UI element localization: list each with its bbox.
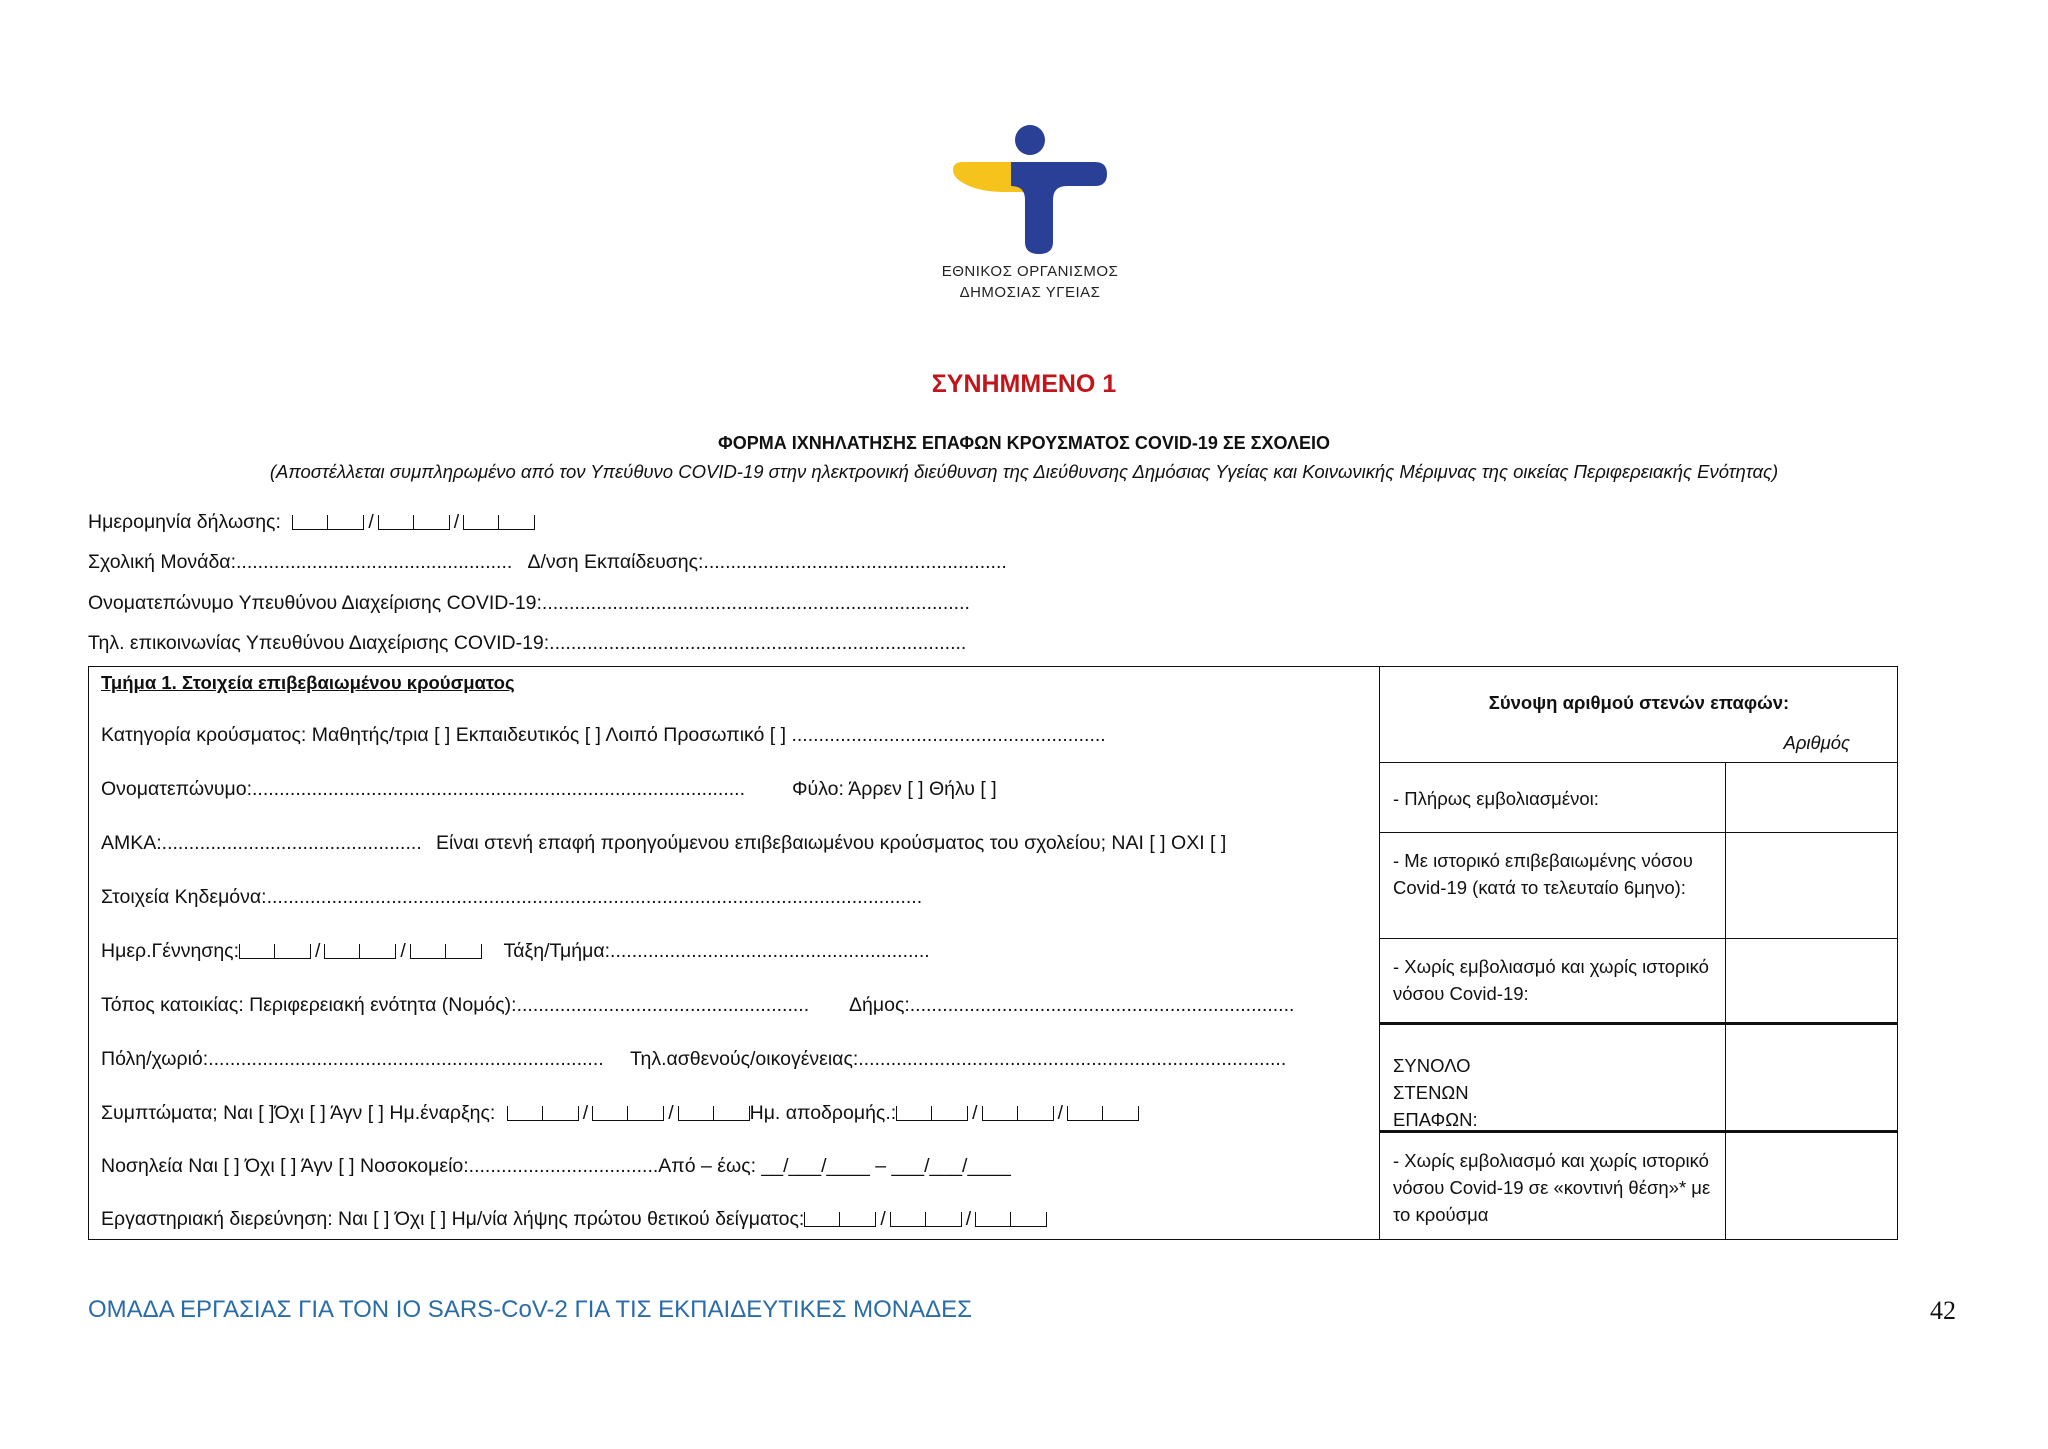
municipality-field[interactable]: Δήμος:....................................................................... (849, 994, 1295, 1016)
date-day-box[interactable] (292, 515, 364, 530)
close-contact-question[interactable]: Είναι στενή επαφή προηγούμενου επιβεβαιωμένου κρούσματος του σχολείου; ΝΑΙ [ ] ΟΧΙ [ ] (436, 832, 1227, 854)
summary-row-label: - Χωρίς εμβολιασμό και χωρίς ιστορικό νόσου Covid-19: (1393, 956, 1709, 1004)
summary-row-label: - Με ιστορικό επιβεβαιωμένης νόσου Covid-19 (κατά το τελευταίο 6μηνο): (1393, 850, 1693, 898)
summary-title: Σύνοψη αριθμού στενών επαφών: (1488, 692, 1790, 713)
symptoms-field[interactable]: Συμπτώματα; Ναι [ ]Όχι [ ] Άγν [ ] Ημ.έναρξης: (101, 1102, 496, 1124)
date-year-box[interactable] (463, 515, 535, 530)
eody-logo-mark (945, 122, 1115, 257)
annex-title: ΣΥΝΗΜΜΕΝΟ 1 (931, 370, 1117, 398)
logo-line-1: ΕΘΝΙΚΟΣ ΟΡΓΑΝΙΣΜΟΣ (941, 263, 1119, 280)
onset-month-box[interactable] (592, 1106, 664, 1121)
summary-divider (1380, 832, 1898, 833)
summary-row-label: - Χωρίς εμβολιασμό και χωρίς ιστορικό νόσου Covid-19 σε «κοντινή θέση»* με το κρούσμα (1393, 1150, 1711, 1225)
onset-day-box[interactable] (507, 1106, 579, 1121)
summary-divider (1380, 938, 1898, 939)
date-month-box[interactable] (378, 515, 450, 530)
symptoms-row: Συμπτώματα; Ναι [ ]Όχι [ ] Άγν [ ] Ημ.έναρξης: / / Ημ. αποδρομής.: / / (101, 1102, 1139, 1125)
birth-day-box[interactable] (239, 944, 311, 959)
section1-title: Τμήμα 1. Στοιχεία επιβεβαιωμένου κρούσματος (101, 672, 515, 693)
onset-year-box[interactable] (678, 1106, 750, 1121)
case-category-field[interactable]: Κατηγορία κρούσματος: Μαθητής/τρια [ ] Εκπαιδευτικός [ ] Λοιπό Προσωπικό [ ] .......................................................... (101, 724, 1106, 746)
school-row (88, 551, 1007, 574)
summary-value-cell[interactable] (1727, 940, 1896, 1022)
form-subtitle: (Αποστέλλεται συμπληρωμένο από τον Υπεύθυνο COVID-19 στην ηλεκτρονική διεύθυνση της Διεύθυνσης Δημόσιας Υγείας και Κοινωνικής Μέριμνας της οικείας Περιφερειακής Ενότητας) (269, 461, 1779, 482)
sample-day-box[interactable] (804, 1212, 876, 1227)
birth-year-box[interactable] (410, 944, 482, 959)
summary-value-cell[interactable] (1727, 1025, 1896, 1130)
sample-month-box[interactable] (890, 1212, 962, 1227)
summary-value-cell[interactable] (1727, 1133, 1896, 1239)
birth-month-box[interactable] (324, 944, 396, 959)
residence-field[interactable]: Τόπος κατοικίας: Περιφερειακή ενότητα (Νομός):...................................................... (101, 994, 810, 1016)
recession-day-box[interactable] (896, 1106, 968, 1121)
summary-row-label: ΣΥΝΟΛΟ ΣΤΕΝΩΝ ΕΠΑΦΩΝ: (1393, 1055, 1478, 1130)
recession-label: Ημ. αποδρομής.: (749, 1102, 897, 1124)
eody-logo (945, 122, 1115, 257)
lab-row: Εργαστηριακή διερεύνηση: Ναι [ ] Όχι [ ] Ημ/νία λήψης πρώτου θετικού δείγματος: / / (101, 1208, 1047, 1231)
birth-date-row: Ημερ.Γέννησης: / / Τάξη/Τμήμα:........................................................... (101, 940, 930, 962)
summary-value-cell[interactable] (1727, 764, 1896, 832)
declaration-date-label: Ημερομηνία δήλωσης: (88, 511, 281, 533)
page-number: 42 (1930, 1296, 1956, 1325)
education-directorate-field[interactable]: Δ/νση Εκπαίδευσης:........................................................ (527, 551, 1007, 573)
birth-date-label: Ημερ.Γέννησης: (101, 940, 239, 962)
summary-value-cell[interactable] (1727, 834, 1896, 938)
recession-year-box[interactable] (1067, 1106, 1139, 1121)
gender-field[interactable]: Φύλο: Άρρεν [ ] Θήλυ [ ] (792, 778, 997, 800)
hospitalization-field[interactable]: Νοσηλεία Ναι [ ] Όχι [ ] Άγν [ ] Νοσοκομείο:...................................Από – έως: __/___/____ – ___/___/____ (101, 1155, 1011, 1177)
logo-line-2: ΔΗΜΟΣΙΑΣ ΥΓΕΙΑΣ (959, 284, 1101, 301)
school-unit-field[interactable]: Σχολική Μονάδα:................................................... (88, 551, 513, 573)
sample-year-box[interactable] (975, 1212, 1047, 1227)
summary-divider (1380, 762, 1898, 763)
summary-row-label: - Πλήρως εμβολιασμένοι: (1393, 788, 1599, 809)
declaration-date-row: Ημερομηνία δήλωσης: / / (88, 511, 535, 534)
guardian-field[interactable]: Στοιχεία Κηδεμόνα:......................................................................................................................... (101, 886, 923, 908)
footer-text: ΟΜΑΔΑ ΕΡΓΑΣΙΑΣ ΓΙΑ ΤΟΝ ΙΟ SARS-CoV-2 ΓΙΑ ΤΙΣ ΕΚΠΑΙΔΕΥΤΙΚΕΣ ΜΟΝΑΔΕΣ (88, 1296, 972, 1323)
full-name-field[interactable]: Ονοματεπώνυμο:........................................................................................... (101, 778, 745, 800)
city-field[interactable]: Πόλη/χωριό:......................................................................... (101, 1048, 604, 1070)
form-title: ΦΟΡΜΑ ΙΧΝΗΛΑΤΗΣΗΣ ΕΠΑΦΩΝ ΚΡΟΥΣΜΑΤΟΣ COVID-19 ΣΕ ΣΧΟΛΕΙΟ (717, 433, 1331, 453)
patient-phone-field[interactable]: Τηλ.ασθενούς/οικογένειας:............................................................................... (630, 1048, 1287, 1070)
lab-investigation-field[interactable]: Εργαστηριακή διερεύνηση: Ναι [ ] Όχι [ ] Ημ/νία λήψης πρώτου θετικού δείγματος: (101, 1208, 805, 1230)
number-column-divider (1725, 762, 1726, 1240)
recession-month-box[interactable] (982, 1106, 1054, 1121)
class-section-field[interactable]: Τάξη/Τμήμα:........................................................... (503, 940, 930, 962)
number-column-label: Αριθμός (1783, 732, 1850, 753)
manager-phone-field[interactable]: Τηλ. επικοινωνίας Υπευθύνου Διαχείρισης COVID-19:............................................................................. (88, 632, 967, 654)
manager-name-field[interactable]: Ονοματεπώνυμο Υπευθύνου Διαχείρισης COVID-19:............................................................................... (88, 592, 970, 614)
amka-field[interactable]: ΑΜΚΑ:................................................ (101, 832, 422, 854)
